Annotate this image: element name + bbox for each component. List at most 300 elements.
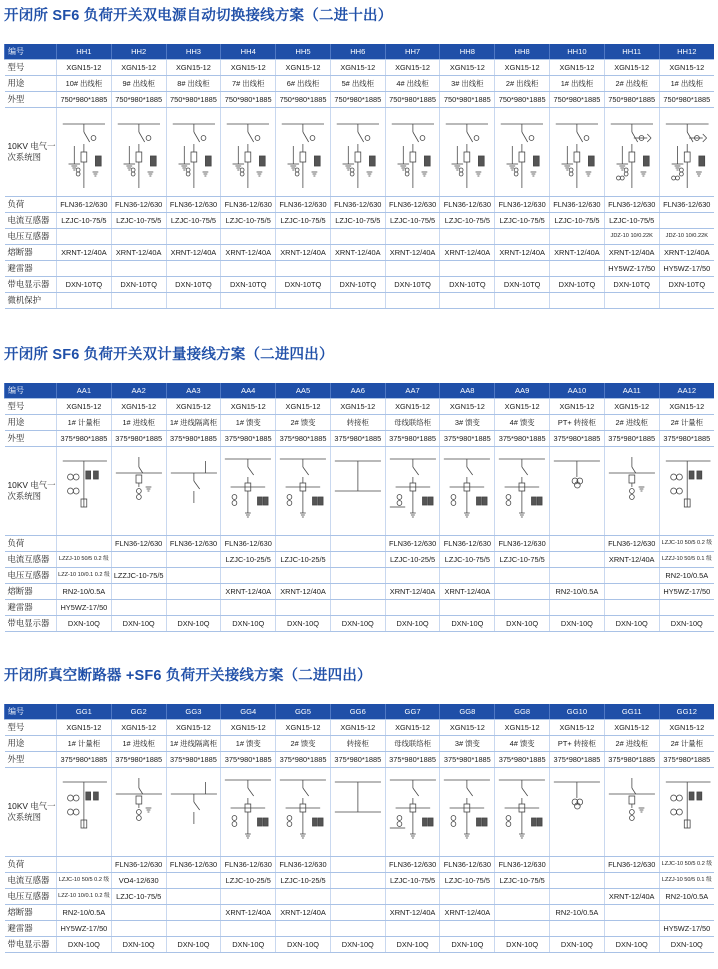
cell-arrester	[221, 600, 276, 616]
row-use	[5, 76, 715, 92]
cell-pt	[495, 568, 550, 584]
cell-ct: LZJC-10-75/5	[440, 873, 495, 889]
row-label: 编号	[5, 704, 57, 720]
cell-size: 375*980*1885	[659, 431, 714, 447]
cell-arrester	[111, 921, 166, 937]
one-line-diagram-icon	[112, 108, 166, 196]
cell-protect	[495, 293, 550, 309]
cell-fuse: XRNT-12/40A	[495, 245, 550, 261]
cell-indicator: DXN-10Q	[276, 616, 331, 632]
cell-model: XGN15-12	[221, 399, 276, 415]
cell-ct: LZJC-10-75/5	[495, 213, 550, 229]
cell-fuse: XRNT-12/40A	[604, 245, 659, 261]
diagram-cell	[111, 108, 166, 197]
row-load	[5, 197, 715, 213]
cell-size: 750*980*1885	[604, 92, 659, 108]
cell-arrester: HY5WZ-17/50	[57, 921, 112, 937]
cell-fuse: RN2-10/0.5A	[550, 584, 605, 600]
cell-code: GG7	[385, 704, 440, 720]
cell-ct	[550, 552, 605, 568]
row-ct	[5, 213, 715, 229]
cell-pt	[550, 229, 605, 245]
cell-code: GG6	[330, 704, 385, 720]
diagram-cell	[440, 108, 495, 197]
diagram-cell	[604, 768, 659, 857]
cell-code: GG8	[495, 704, 550, 720]
cell-ct: LZJC-10-25/5	[221, 873, 276, 889]
cell-ct	[659, 213, 714, 229]
cell-ct	[550, 873, 605, 889]
cell-load: FLN36-12/630	[550, 197, 605, 213]
row-model	[5, 720, 715, 736]
row-ct	[5, 552, 715, 568]
one-line-diagram-icon	[112, 768, 166, 856]
cell-load	[330, 857, 385, 873]
cell-protect	[166, 293, 221, 309]
cell-size: 750*980*1885	[111, 92, 166, 108]
cell-pt	[276, 889, 331, 905]
cell-indicator: DXN-10Q	[550, 616, 605, 632]
cell-model: XGN15-12	[111, 720, 166, 736]
cell-code: AA5	[276, 383, 331, 399]
cell-code: AA8	[440, 383, 495, 399]
cell-code: AA10	[550, 383, 605, 399]
cell-indicator: DXN-10Q	[385, 937, 440, 953]
cell-ct: LZJC-10-25/5	[276, 552, 331, 568]
cell-code: HH8	[495, 44, 550, 60]
row-code	[5, 383, 715, 399]
cell-ct	[111, 552, 166, 568]
one-line-diagram-icon	[550, 447, 604, 535]
cell-model: XGN15-12	[440, 720, 495, 736]
cell-indicator: DXN-10Q	[604, 937, 659, 953]
cell-size: 375*980*1885	[330, 431, 385, 447]
cell-code: HH2	[111, 44, 166, 60]
cell-load: FLN36-12/630	[440, 536, 495, 552]
cell-arrester	[57, 261, 112, 277]
cell-code: HH6	[330, 44, 385, 60]
cell-load	[57, 857, 112, 873]
cell-protect	[221, 293, 276, 309]
cell-fuse: XRNT-12/40A	[57, 245, 112, 261]
cell-ct: LZZJ-10 50/5 0.1 级	[659, 873, 714, 889]
cell-size: 375*980*1885	[659, 752, 714, 768]
one-line-diagram-icon	[221, 447, 275, 535]
one-line-diagram-icon	[386, 108, 440, 196]
diagram-cell	[440, 447, 495, 536]
cell-protect	[330, 293, 385, 309]
cell-load: FLN36-12/630	[495, 536, 550, 552]
cell-use: 3# 出线柜	[440, 76, 495, 92]
cell-load: FLN36-12/630	[276, 857, 331, 873]
diagram-cell	[330, 768, 385, 857]
cell-ct: LZJC-10-25/5	[221, 552, 276, 568]
cell-pt: LZZJC-10-75/5	[111, 568, 166, 584]
cell-indicator: DXN-10Q	[111, 937, 166, 953]
one-line-diagram-icon	[331, 447, 385, 535]
row-label: 型号	[5, 399, 57, 415]
diagram-cell	[166, 108, 221, 197]
cell-use: 母线联络柜	[385, 415, 440, 431]
cell-load: FLN36-12/630	[659, 197, 714, 213]
cell-size: 375*980*1885	[166, 431, 221, 447]
cell-indicator: DXN-10Q	[166, 616, 221, 632]
cell-use: 2# 馈变	[276, 415, 331, 431]
diagram-cell	[604, 447, 659, 536]
cell-use: 5# 出线柜	[330, 76, 385, 92]
cell-pt	[330, 889, 385, 905]
one-line-diagram-icon	[221, 108, 275, 196]
cell-fuse: XRNT-12/40A	[166, 245, 221, 261]
row-load	[5, 857, 715, 873]
cell-fuse	[495, 905, 550, 921]
cell-load: FLN36-12/630	[385, 197, 440, 213]
cell-ct	[604, 873, 659, 889]
cell-use: 1# 计量柜	[57, 736, 112, 752]
diagram-cell	[385, 768, 440, 857]
cell-fuse: XRNT-12/40A	[550, 245, 605, 261]
cell-code: GG10	[550, 704, 605, 720]
row-protect	[5, 293, 715, 309]
cell-ct: LZJC-10-75/5	[221, 213, 276, 229]
cell-fuse: XRNT-12/40A	[111, 245, 166, 261]
cell-indicator: DXN-10Q	[385, 616, 440, 632]
cell-use: 1# 出线柜	[659, 76, 714, 92]
cell-use: 1# 出线柜	[550, 76, 605, 92]
cell-use: 1# 馈变	[221, 736, 276, 752]
cell-pt	[221, 889, 276, 905]
cell-load: LZJC-10 50/5 0.2 级	[659, 536, 714, 552]
cell-code: AA7	[385, 383, 440, 399]
cell-use: 2# 进线柜	[604, 736, 659, 752]
row-use	[5, 415, 715, 431]
cell-protect	[111, 293, 166, 309]
row-indicator	[5, 616, 715, 632]
row-label: 型号	[5, 720, 57, 736]
cell-code: HH1	[57, 44, 112, 60]
cell-fuse: XRNT-12/40A	[659, 245, 714, 261]
diagram-cell	[659, 447, 714, 536]
cell-model: XGN15-12	[111, 399, 166, 415]
cell-size: 375*980*1885	[57, 431, 112, 447]
cell-load: FLN36-12/630	[604, 197, 659, 213]
cell-fuse: XRNT-12/40A	[221, 245, 276, 261]
cell-code: AA12	[659, 383, 714, 399]
one-line-diagram-icon	[276, 768, 330, 856]
diagram-cell	[550, 108, 605, 197]
row-pt	[5, 229, 715, 245]
cell-model: XGN15-12	[330, 399, 385, 415]
cell-arrester	[330, 921, 385, 937]
cell-ct: LZJC-10-25/5	[385, 552, 440, 568]
cell-arrester	[659, 600, 714, 616]
cell-size: 375*980*1885	[330, 752, 385, 768]
cell-pt: LZZ-10 10/0.1 0.2 级	[57, 889, 112, 905]
one-line-diagram-icon	[276, 108, 330, 196]
cell-code: HH10	[550, 44, 605, 60]
cell-model: XGN15-12	[276, 399, 331, 415]
row-label: 电流互感器	[5, 552, 57, 568]
cell-size: 750*980*1885	[495, 92, 550, 108]
row-label: 带电显示器	[5, 277, 57, 293]
cell-fuse	[659, 905, 714, 921]
scheme-table	[4, 704, 714, 953]
one-line-diagram-icon	[440, 768, 494, 856]
cell-arrester	[550, 921, 605, 937]
cell-size: 750*980*1885	[57, 92, 112, 108]
diagram-cell	[330, 108, 385, 197]
cell-code: GG5	[276, 704, 331, 720]
cell-pt	[385, 229, 440, 245]
diagram-cell	[550, 768, 605, 857]
one-line-diagram-icon	[495, 768, 549, 856]
cell-load	[57, 536, 112, 552]
cell-fuse	[330, 584, 385, 600]
diagram-cell	[166, 768, 221, 857]
cell-use: 1# 计量柜	[57, 415, 112, 431]
row-label: 用途	[5, 736, 57, 752]
diagram-cell	[57, 447, 112, 536]
cell-use: 2# 计量柜	[659, 415, 714, 431]
cell-use: 3# 馈变	[440, 415, 495, 431]
row-size	[5, 92, 715, 108]
cell-model: XGN15-12	[385, 60, 440, 76]
row-ct	[5, 873, 715, 889]
row-label: 负荷	[5, 197, 57, 213]
cell-model: XGN15-12	[550, 60, 605, 76]
row-label: 电压互感器	[5, 229, 57, 245]
cell-load	[550, 536, 605, 552]
cell-load: FLN36-12/630	[111, 857, 166, 873]
cell-indicator: DXN-10Q	[330, 937, 385, 953]
one-line-diagram-icon	[550, 768, 604, 856]
cell-size: 375*980*1885	[166, 752, 221, 768]
cell-use: 转接柜	[330, 415, 385, 431]
diagram-cell	[330, 447, 385, 536]
cell-size: 750*980*1885	[550, 92, 605, 108]
cell-fuse: XRNT-12/40A	[440, 905, 495, 921]
cell-load: FLN36-12/630	[604, 857, 659, 873]
cell-model: XGN15-12	[166, 60, 221, 76]
cell-fuse	[495, 584, 550, 600]
cell-code: HH12	[659, 44, 714, 60]
cell-load: FLN36-12/630	[385, 536, 440, 552]
cell-load: FLN36-12/630	[111, 536, 166, 552]
cell-size: 375*980*1885	[57, 752, 112, 768]
one-line-diagram-icon	[605, 447, 659, 535]
cell-model: XGN15-12	[276, 60, 331, 76]
cell-ct: LZJC-10-75/5	[330, 213, 385, 229]
cell-code: HH8	[440, 44, 495, 60]
cell-load: FLN36-12/630	[57, 197, 112, 213]
cell-indicator: DXN-10Q	[330, 616, 385, 632]
cell-indicator: DXN-10Q	[57, 937, 112, 953]
cell-protect	[276, 293, 331, 309]
cell-indicator: DXN-10Q	[659, 937, 714, 953]
cell-indicator: DXN-10TQ	[440, 277, 495, 293]
cell-use: 1# 进线隔离柜	[166, 415, 221, 431]
row-label: 电流互感器	[5, 873, 57, 889]
cell-pt	[550, 889, 605, 905]
row-use	[5, 736, 715, 752]
one-line-diagram-icon	[112, 447, 166, 535]
cell-protect	[550, 293, 605, 309]
row-label: 避雷器	[5, 600, 57, 616]
cell-fuse: XRNT-12/40A	[276, 245, 331, 261]
cell-pt: JDZ-10 10/0.22K	[604, 229, 659, 245]
cell-size: 750*980*1885	[385, 92, 440, 108]
cell-protect	[659, 293, 714, 309]
cell-arrester	[550, 600, 605, 616]
row-label: 型号	[5, 60, 57, 76]
section-title: 开闭所 SF6 负荷开关双计量接线方案（二进四出）	[4, 347, 334, 363]
row-label: 避雷器	[5, 921, 57, 937]
cell-model: XGN15-12	[385, 399, 440, 415]
cell-size: 375*980*1885	[440, 431, 495, 447]
cell-arrester	[276, 600, 331, 616]
one-line-diagram-icon	[550, 108, 604, 196]
cell-load: FLN36-12/630	[440, 197, 495, 213]
cell-indicator: DXN-10TQ	[550, 277, 605, 293]
cell-indicator: DXN-10TQ	[111, 277, 166, 293]
cell-code: HH5	[276, 44, 331, 60]
cell-model: XGN15-12	[221, 720, 276, 736]
cell-pt	[385, 889, 440, 905]
cell-use: 母线联络柜	[385, 736, 440, 752]
cell-indicator: DXN-10Q	[604, 616, 659, 632]
cell-model: XGN15-12	[495, 720, 550, 736]
cell-protect	[57, 293, 112, 309]
diagram-cell	[276, 108, 331, 197]
row-label: 带电显示器	[5, 937, 57, 953]
diagram-cell	[550, 447, 605, 536]
row-label: 用途	[5, 415, 57, 431]
cell-fuse: RN2-10/0.5A	[57, 905, 112, 921]
cell-load: FLN36-12/630	[495, 857, 550, 873]
cell-load: FLN36-12/630	[166, 197, 221, 213]
cell-protect	[385, 293, 440, 309]
row-model	[5, 399, 715, 415]
cell-code: AA2	[111, 383, 166, 399]
row-label: 用途	[5, 76, 57, 92]
row-fuse	[5, 245, 715, 261]
cell-size: 375*980*1885	[385, 752, 440, 768]
cell-indicator: DXN-10Q	[495, 616, 550, 632]
one-line-diagram-icon	[276, 447, 330, 535]
cell-code: AA6	[330, 383, 385, 399]
cell-model: XGN15-12	[659, 399, 714, 415]
cell-load: FLN36-12/630	[221, 857, 276, 873]
cell-fuse	[111, 905, 166, 921]
cell-pt	[221, 568, 276, 584]
cell-pt: LZZ-10 10/0.1 0.2 级	[57, 568, 112, 584]
diagram-cell	[276, 768, 331, 857]
cell-model: XGN15-12	[57, 399, 112, 415]
cell-size: 750*980*1885	[221, 92, 276, 108]
row-label: 10KV 电气一次系统图	[5, 447, 57, 536]
cell-size: 375*980*1885	[221, 431, 276, 447]
cell-arrester: HY5WZ-17/50	[659, 261, 714, 277]
cell-code: GG8	[440, 704, 495, 720]
row-diagram	[5, 447, 715, 536]
cell-pt	[166, 889, 221, 905]
cell-code: HH3	[166, 44, 221, 60]
cell-use: PT+ 转接柜	[550, 415, 605, 431]
cell-ct: LZZJ-10 50/5 0.1 级	[659, 552, 714, 568]
cell-model: XGN15-12	[659, 720, 714, 736]
cell-arrester	[385, 261, 440, 277]
diagram-cell	[604, 108, 659, 197]
one-line-diagram-icon	[221, 768, 275, 856]
cell-load: FLN36-12/630	[495, 197, 550, 213]
cell-load: FLN36-12/630	[221, 536, 276, 552]
cell-arrester	[166, 921, 221, 937]
cell-code: HH11	[604, 44, 659, 60]
cell-size: 750*980*1885	[330, 92, 385, 108]
cell-size: 750*980*1885	[166, 92, 221, 108]
cell-load: LZJC-10 50/5 0.2 级	[659, 857, 714, 873]
cell-ct: LZJC-10-75/5	[57, 213, 112, 229]
one-line-diagram-icon	[440, 108, 494, 196]
diagram-cell	[495, 447, 550, 536]
cell-size: 375*980*1885	[550, 431, 605, 447]
diagram-cell	[221, 768, 276, 857]
cell-ct: LZJC-10-75/5	[495, 552, 550, 568]
row-indicator	[5, 937, 715, 953]
cell-load	[330, 536, 385, 552]
cell-code: HH4	[221, 44, 276, 60]
cell-size: 375*980*1885	[495, 431, 550, 447]
cell-indicator: DXN-10TQ	[276, 277, 331, 293]
cell-indicator: DXN-10TQ	[495, 277, 550, 293]
row-indicator	[5, 277, 715, 293]
diagram-cell	[385, 447, 440, 536]
cell-pt	[440, 229, 495, 245]
cell-model: XGN15-12	[57, 60, 112, 76]
cell-ct: LZJC-10-75/5	[385, 213, 440, 229]
cell-arrester	[495, 921, 550, 937]
cell-load: FLN36-12/630	[111, 197, 166, 213]
cell-model: XGN15-12	[385, 720, 440, 736]
cell-fuse	[166, 584, 221, 600]
cell-protect	[440, 293, 495, 309]
one-line-diagram-icon	[331, 108, 385, 196]
cell-model: XGN15-12	[604, 399, 659, 415]
cell-arrester	[330, 261, 385, 277]
cell-arrester	[385, 921, 440, 937]
cell-arrester	[276, 261, 331, 277]
diagram-cell	[57, 108, 112, 197]
cell-size: 375*980*1885	[276, 752, 331, 768]
one-line-diagram-icon	[605, 108, 659, 196]
row-pt	[5, 568, 715, 584]
cell-fuse: XRNT-12/40A	[276, 584, 331, 600]
cell-size: 375*980*1885	[276, 431, 331, 447]
one-line-diagram-icon	[167, 447, 221, 535]
cell-model: XGN15-12	[276, 720, 331, 736]
cell-model: XGN15-12	[550, 720, 605, 736]
cell-size: 375*980*1885	[550, 752, 605, 768]
row-label: 电压互感器	[5, 568, 57, 584]
cell-ct: LZJC-10-75/5	[495, 873, 550, 889]
cell-pt	[495, 229, 550, 245]
cell-fuse	[166, 905, 221, 921]
row-arrester	[5, 921, 715, 937]
cell-indicator: DXN-10TQ	[385, 277, 440, 293]
cell-fuse: XRNT-12/40A	[330, 245, 385, 261]
cell-load	[550, 857, 605, 873]
cell-arrester	[385, 600, 440, 616]
